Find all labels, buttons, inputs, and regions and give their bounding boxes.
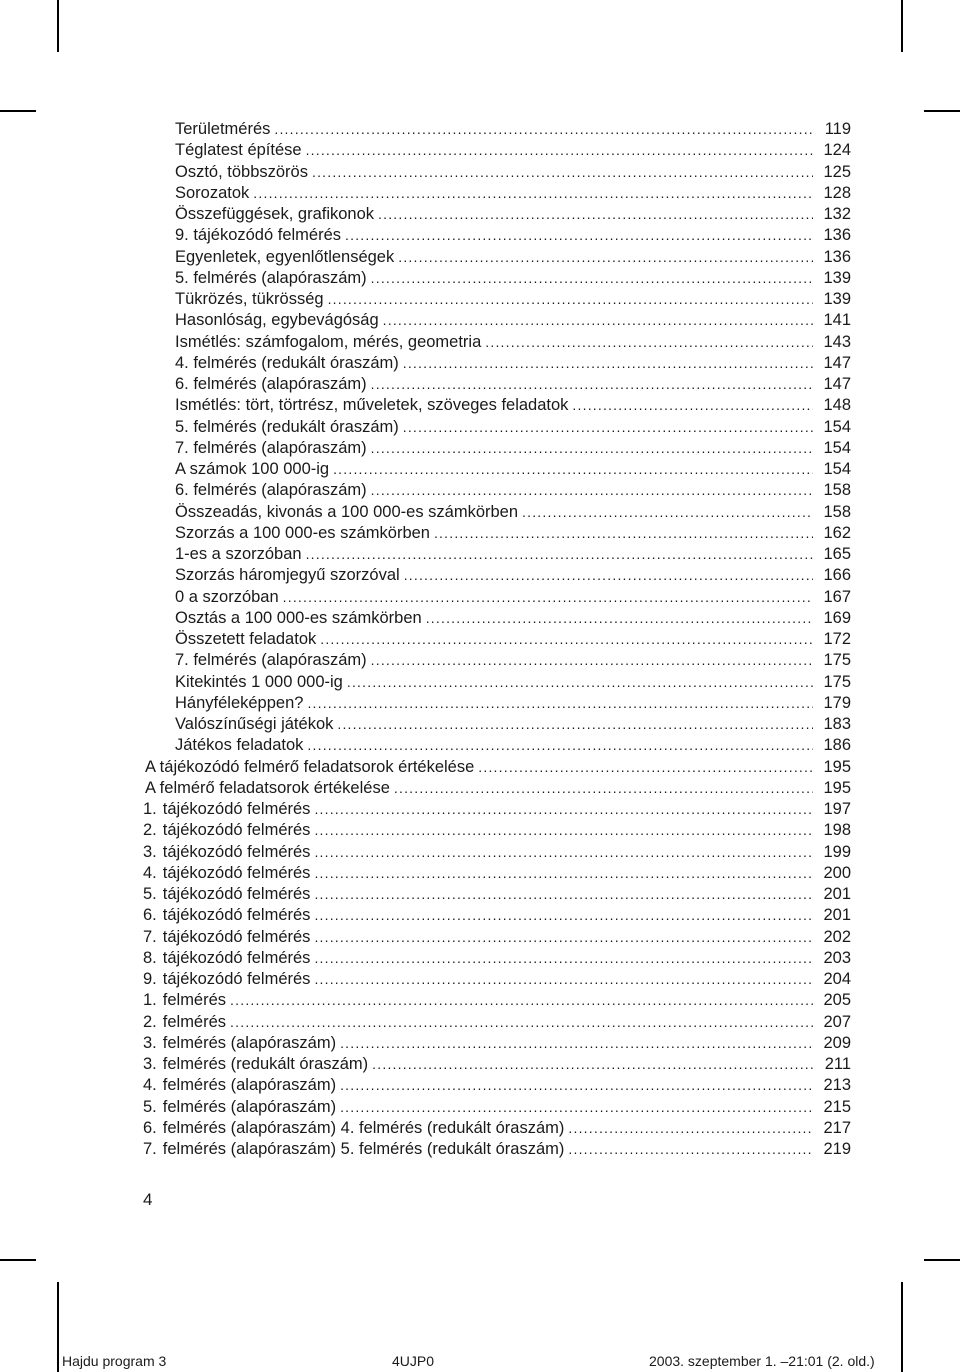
toc-entry-title: 7. felmérés (alapóraszám) — [175, 439, 367, 457]
toc-leader-dots — [314, 842, 813, 863]
toc-entry — [143, 1075, 851, 1096]
toc-entry-page: 195 — [823, 779, 851, 797]
toc-entry-number: 6. — [143, 1119, 157, 1137]
toc-leader-dots — [371, 650, 813, 671]
toc-entry-page: 128 — [823, 184, 851, 202]
toc-entry — [175, 480, 851, 501]
toc-entry-title: Sorozatok — [175, 184, 250, 202]
toc-entry — [175, 417, 851, 438]
toc-leader-dots — [230, 990, 813, 1011]
crop-mark-bottom-right — [901, 1282, 903, 1372]
toc-entry-number: 3. — [143, 1055, 157, 1073]
toc-leader-dots — [398, 247, 813, 268]
toc-entry-title: Valószínűségi játékok — [175, 715, 334, 733]
toc-entry-page: 154 — [823, 418, 851, 436]
toc-leader-dots — [230, 1012, 813, 1033]
toc-entry — [175, 247, 851, 268]
toc-entry-title: 5. felmérés (alapóraszám) — [175, 269, 367, 287]
toc-entry-title: Szorzás a 100 000-es számkörben — [175, 524, 430, 542]
toc-leader-dots — [340, 1033, 813, 1054]
toc-leader-dots — [378, 204, 813, 225]
toc-leader-dots — [434, 523, 813, 544]
toc-leader-dots — [306, 544, 813, 565]
toc-entry-page: 201 — [823, 906, 851, 924]
toc-entry-number: 3. — [143, 843, 157, 861]
toc-entry-page: 203 — [823, 949, 851, 967]
toc-entry-page: 204 — [823, 970, 851, 988]
toc-leader-dots — [568, 1118, 813, 1139]
toc-entry — [175, 735, 851, 756]
toc-entry — [175, 395, 851, 416]
toc-entry — [143, 1054, 851, 1075]
toc-entry-page: 136 — [823, 226, 851, 244]
toc-entry-page: 143 — [823, 333, 851, 351]
toc-leader-dots — [372, 1054, 813, 1075]
toc-entry-title: tájékozódó felmérés — [162, 821, 311, 839]
toc-entry — [143, 884, 851, 905]
toc-leader-dots — [312, 162, 813, 183]
toc-entry-title: tájékozódó felmérés — [162, 906, 311, 924]
toc-entry-page: 201 — [823, 885, 851, 903]
toc-entry — [175, 225, 851, 246]
toc-leader-dots — [426, 608, 813, 629]
toc-entry-number: 2. — [143, 1013, 157, 1031]
toc-leader-dots — [371, 480, 813, 501]
toc-entry — [143, 1097, 851, 1118]
toc-entry-title: felmérés — [162, 1013, 227, 1031]
toc-entry — [175, 438, 851, 459]
toc-leader-dots — [383, 310, 813, 331]
toc-entry-number: 7. — [143, 1140, 157, 1158]
toc-entry — [143, 799, 851, 820]
toc-leader-dots — [403, 353, 813, 374]
crop-mark-top-right — [901, 0, 903, 52]
toc-leader-dots — [485, 332, 813, 353]
crop-mark-right-top — [924, 110, 960, 112]
toc-leader-dots — [404, 565, 813, 586]
toc-entry-page: 179 — [823, 694, 851, 712]
toc-entry-page: 167 — [823, 588, 851, 606]
toc-entry-title: Ismétlés: tört, törtrész, műveletek, szöveges feladatok — [175, 396, 569, 414]
toc-entry-page: 219 — [823, 1140, 851, 1158]
toc-entry-page: 199 — [823, 843, 851, 861]
toc-entry-title: Ismétlés: számfogalom, mérés, geometria — [175, 333, 482, 351]
toc-entry-page: 139 — [823, 290, 851, 308]
toc-leader-dots — [314, 799, 813, 820]
toc-entry-page: 198 — [823, 821, 851, 839]
toc-entry-page: 147 — [823, 375, 851, 393]
toc-entry-page: 148 — [823, 396, 851, 414]
toc-leader-dots — [568, 1139, 813, 1160]
toc-entry-number: 4. — [143, 864, 157, 882]
toc-entry-page: 158 — [823, 481, 851, 499]
toc-entry-page: 205 — [823, 991, 851, 1009]
toc-entry — [145, 778, 851, 799]
toc-leader-dots — [371, 374, 813, 395]
toc-entry-page: 154 — [823, 460, 851, 478]
toc-entry — [175, 332, 851, 353]
toc-leader-dots — [337, 714, 813, 735]
toc-entry-page: 202 — [823, 928, 851, 946]
toc-entry — [175, 608, 851, 629]
toc-leader-dots — [314, 863, 813, 884]
toc-entry-title: tájékozódó felmérés — [162, 949, 311, 967]
toc-entry — [175, 587, 851, 608]
toc-entry-number: 4. — [143, 1076, 157, 1094]
toc-entry-title: tájékozódó felmérés — [162, 864, 311, 882]
toc-entry — [143, 927, 851, 948]
toc-entry-title: felmérés (redukált óraszám) — [162, 1055, 369, 1073]
toc-entry — [143, 1012, 851, 1033]
toc-entry-title: Osztás a 100 000-es számkörben — [175, 609, 422, 627]
toc-entry-page: 197 — [823, 800, 851, 818]
toc-entry-page: 175 — [823, 651, 851, 669]
toc-entry — [175, 162, 851, 183]
page-number: 4 — [143, 1190, 153, 1209]
toc-entry — [175, 502, 851, 523]
toc-entry-title: felmérés (alapóraszám) 5. felmérés (redukált óraszám) — [162, 1140, 565, 1158]
toc-entry-title: Hasonlóság, egybevágóság — [175, 311, 379, 329]
toc-entry-page: 207 — [823, 1013, 851, 1031]
footer-right: 2003. szeptember 1. –21:01 (2. old.) — [649, 1353, 875, 1369]
toc-entry — [143, 1139, 851, 1160]
toc-entry-title: Egyenletek, egyenlőtlenségek — [175, 248, 395, 266]
toc-entry-title: tájékozódó felmérés — [162, 928, 311, 946]
toc-leader-dots — [572, 395, 813, 416]
toc-entry-title: 5. felmérés (redukált óraszám) — [175, 418, 399, 436]
toc-entry-title: Játékos feladatok — [175, 736, 304, 754]
toc-entry-page: 175 — [823, 673, 851, 691]
toc-entry-page: 195 — [823, 758, 851, 776]
toc-entry-page: 147 — [823, 354, 851, 372]
toc-entry-page: 209 — [823, 1034, 851, 1052]
toc-entry — [143, 990, 851, 1011]
toc-entry — [175, 672, 851, 693]
toc-leader-dots — [314, 820, 813, 841]
toc-entry — [175, 459, 851, 480]
toc-entry-title: tájékozódó felmérés — [162, 843, 311, 861]
toc-entry — [175, 629, 851, 650]
toc-entry-title: tájékozódó felmérés — [162, 800, 311, 818]
toc-entry-number: 9. — [143, 970, 157, 988]
toc-entry-page: 211 — [824, 1055, 851, 1073]
toc-leader-dots — [307, 735, 813, 756]
toc-entry-title: felmérés (alapóraszám) — [162, 1076, 337, 1094]
toc-entry-title: Osztó, többszörös — [175, 163, 308, 181]
crop-mark-bottom-left — [57, 1282, 59, 1372]
crop-mark-left-top — [0, 110, 36, 112]
toc-entry — [175, 289, 851, 310]
toc-entry-number: 1. — [143, 800, 157, 818]
toc-entry — [175, 565, 851, 586]
toc-entry-title: 4. felmérés (redukált óraszám) — [175, 354, 399, 372]
toc-entry-title: Összeadás, kivonás a 100 000-es számkörben — [175, 503, 519, 521]
toc-entry-page: 136 — [823, 248, 851, 266]
toc-entry — [143, 969, 851, 990]
toc-entry-title: Téglatest építése — [175, 141, 302, 159]
toc-leader-dots — [371, 438, 813, 459]
toc-entry — [175, 268, 851, 289]
toc-entry-number: 5. — [143, 885, 157, 903]
toc-entry-title: Hányféleképpen? — [175, 694, 304, 712]
toc-entry — [143, 948, 851, 969]
footer-left: Hajdu program 3 — [62, 1353, 167, 1369]
toc-entry-number: 1. — [143, 991, 157, 1009]
toc-entry-page: 183 — [823, 715, 851, 733]
toc-entry-title: A felmérő feladatsorok értékelése — [145, 779, 390, 797]
toc-leader-dots — [314, 905, 813, 926]
toc-entry — [145, 757, 851, 778]
toc-entry-page: 172 — [823, 630, 851, 648]
toc-entry — [175, 183, 851, 204]
toc-entry-title: 9. tájékozódó felmérés — [175, 226, 342, 244]
toc-leader-dots — [253, 183, 813, 204]
toc-entry — [143, 1033, 851, 1054]
toc-entry — [175, 353, 851, 374]
toc-entry — [175, 523, 851, 544]
toc-entry-title: 6. felmérés (alapóraszám) — [175, 375, 367, 393]
toc-entry-title: Összefüggések, grafikonok — [175, 205, 375, 223]
toc-entry — [143, 820, 851, 841]
toc-leader-dots — [347, 672, 813, 693]
toc-entry-number: 8. — [143, 949, 157, 967]
toc-entry-page: 141 — [823, 311, 851, 329]
toc-leader-dots — [320, 629, 813, 650]
toc-entry — [175, 693, 851, 714]
toc-entry-page: 154 — [823, 439, 851, 457]
toc-entry-page: 213 — [823, 1076, 851, 1094]
toc-entry — [143, 905, 851, 926]
toc-leader-dots — [314, 969, 813, 990]
toc-entry-number: 2. — [143, 821, 157, 839]
toc-leader-dots — [333, 459, 813, 480]
toc-leader-dots — [283, 587, 813, 608]
toc-leader-dots — [371, 268, 813, 289]
toc-leader-dots — [274, 119, 813, 140]
toc-leader-dots — [345, 225, 813, 246]
crop-mark-top-left — [57, 0, 59, 52]
toc-entry-title: felmérés — [162, 991, 227, 1009]
toc-entry-page: 166 — [823, 566, 851, 584]
toc-entry-title: tájékozódó felmérés — [162, 970, 311, 988]
toc-entry-title: Szorzás háromjegyű szorzóval — [175, 566, 400, 584]
toc-leader-dots — [522, 502, 813, 523]
toc-entry — [175, 650, 851, 671]
toc-entry-page: 158 — [823, 503, 851, 521]
toc-entry-title: Kitekintés 1 000 000-ig — [175, 673, 343, 691]
toc-entry-page: 169 — [823, 609, 851, 627]
footer-center: 4UJP0 — [392, 1353, 435, 1369]
toc-entry-page: 200 — [823, 864, 851, 882]
toc-entry-page: 186 — [823, 736, 851, 754]
toc-entry-number: 5. — [143, 1098, 157, 1116]
toc-entry — [143, 1118, 851, 1139]
toc-leader-dots — [306, 140, 813, 161]
toc-entry-page: 162 — [823, 524, 851, 542]
toc-entry-page: 165 — [823, 545, 851, 563]
toc-entry — [143, 842, 851, 863]
toc-entry — [143, 863, 851, 884]
toc-entry-page: 125 — [823, 163, 851, 181]
crop-mark-left-bottom — [0, 1259, 36, 1261]
toc-entry-title: 0 a szorzóban — [175, 588, 279, 606]
toc-entry-page: 215 — [823, 1098, 851, 1116]
toc-entry — [175, 140, 851, 161]
toc-leader-dots — [340, 1075, 813, 1096]
toc-leader-dots — [403, 417, 813, 438]
toc-entry-title: felmérés (alapóraszám) — [162, 1098, 337, 1116]
crop-mark-right-bottom — [924, 1259, 960, 1261]
toc-entry-title: tájékozódó felmérés — [162, 885, 311, 903]
toc-entry-title: felmérés (alapóraszám) 4. felmérés (redukált óraszám) — [162, 1119, 565, 1137]
toc-leader-dots — [394, 778, 813, 799]
toc-entry-page: 139 — [823, 269, 851, 287]
toc-entry-page: 119 — [824, 120, 851, 138]
toc-entry-number: 3. — [143, 1034, 157, 1052]
toc-leader-dots — [314, 948, 813, 969]
toc-entry-title: 6. felmérés (alapóraszám) — [175, 481, 367, 499]
toc-entry-title: Területmérés — [175, 120, 271, 138]
toc-leader-dots — [307, 693, 813, 714]
toc-leader-dots — [340, 1097, 813, 1118]
toc-entry-number: 7. — [143, 928, 157, 946]
toc-entry-page: 217 — [823, 1119, 851, 1137]
toc-entry-title: 7. felmérés (alapóraszám) — [175, 651, 367, 669]
toc-leader-dots — [314, 927, 813, 948]
toc-entry-number: 6. — [143, 906, 157, 924]
toc-entry-page: 132 — [823, 205, 851, 223]
toc-entry — [175, 544, 851, 565]
toc-entry-title: A számok 100 000-ig — [175, 460, 330, 478]
toc-entry-title: A tájékozódó felmérő feladatsorok értékelése — [145, 758, 475, 776]
toc-entry — [175, 714, 851, 735]
toc-entry-title: Tükrözés, tükrösség — [175, 290, 324, 308]
toc-entry-title: Összetett feladatok — [175, 630, 317, 648]
toc-entry-title: 1-es a szorzóban — [175, 545, 302, 563]
toc-entry — [175, 374, 851, 395]
toc-entry — [175, 310, 851, 331]
toc-entry-title: felmérés (alapóraszám) — [162, 1034, 337, 1052]
toc-entry-page: 124 — [823, 141, 851, 159]
toc-leader-dots — [314, 884, 813, 905]
toc-leader-dots — [478, 757, 813, 778]
toc-leader-dots — [328, 289, 813, 310]
toc-entry — [175, 204, 851, 225]
toc-entry — [175, 119, 851, 140]
